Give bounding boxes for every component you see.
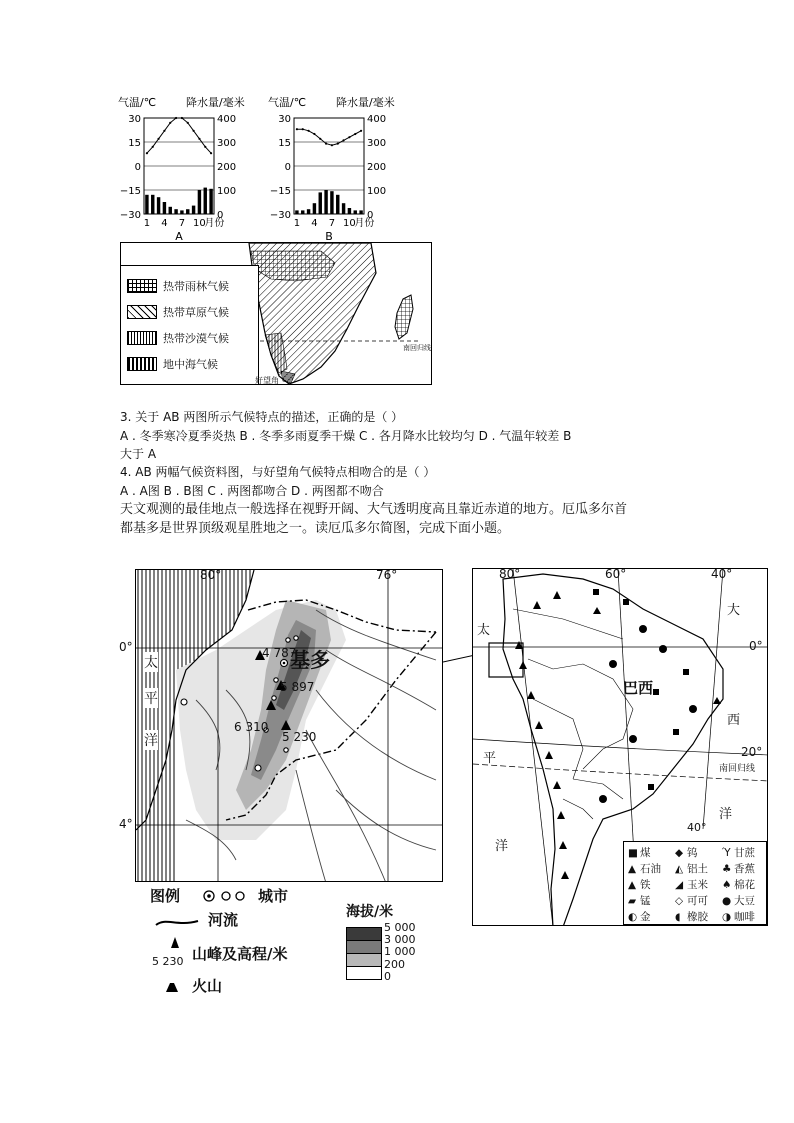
chart-a-temp-point-8 — [187, 122, 189, 124]
question-3-options: A . 冬季寒冷夏季炎热 B . 冬季多雨夏季干燥 C . 各月降水比较均匀 D . 气温年较差 B — [120, 429, 572, 443]
chart-a-precip-bar-12 — [209, 189, 212, 214]
legend-river: 河流 — [208, 911, 239, 929]
chart-a-temp-label: 气温/℃ — [118, 96, 157, 109]
resource-symbol-icon: ◖ — [675, 911, 681, 923]
resource-item — [628, 893, 651, 908]
resource-item — [722, 909, 755, 924]
legend-peak: 山峰及高程/米 — [192, 945, 288, 963]
legend-volcano: 火山 — [192, 977, 223, 995]
chart-b-ytick-left-1: 15 — [278, 138, 291, 149]
legend-savanna-label: 热带草原气候 — [163, 306, 229, 319]
ecuador-map-drawing — [136, 570, 443, 882]
chart-b-ytick-left-4: −30 — [269, 210, 291, 221]
altitude-band-200 — [346, 966, 382, 980]
pacific-tai: 太 — [477, 623, 491, 638]
resource-label: 香蕉 — [734, 863, 755, 875]
chart-b-ytick-right-2: 200 — [367, 162, 387, 173]
resource-label: 玉米 — [687, 879, 708, 891]
chart-a-xtick-3: 10 — [193, 218, 206, 229]
resource-symbol-icon: Ύ — [722, 847, 731, 859]
resource-symbol-icon: ◆ — [675, 847, 684, 859]
chart-b-ytick-right-0: 400 — [367, 114, 387, 125]
chart-a-xtick-1: 4 — [161, 218, 168, 229]
tropic-label: 南回归线 — [403, 344, 431, 352]
altitude-band-5000 — [346, 927, 382, 940]
chart-a-xtick-2: 7 — [178, 218, 186, 229]
pacific-yang: 洋 — [495, 839, 509, 854]
chart-a-ytick-right-0: 400 — [217, 114, 237, 125]
chart-b-precip-bar-12 — [359, 210, 362, 214]
legend-savanna — [127, 304, 229, 320]
chart-b-ytick-left-2: 0 — [284, 162, 291, 173]
altitude-label-3000: 3 000 — [384, 933, 416, 947]
resource-symbol-icon: ♠ — [722, 879, 732, 891]
chart-a-precip-bar-11 — [204, 188, 207, 214]
chart-a-precip-bar-2 — [151, 195, 154, 214]
atlantic-xi: 西 — [727, 713, 741, 728]
chart-a-ytick-left-1: 15 — [128, 138, 141, 149]
brazil-label: 巴西 — [623, 679, 654, 697]
climate-chart-b — [268, 92, 408, 242]
ecuador-ocean-yang: 洋 — [144, 730, 158, 750]
chart-a-temp-point-1 — [146, 152, 148, 154]
question-4-options: A . A图 B . B图 C . 两图都吻合 D . 两图都不吻合 — [120, 484, 384, 498]
peak-label-6310: 6 310 — [234, 720, 269, 734]
ecuador-lon-80: 80° — [200, 569, 222, 582]
chart-a-precip-bar-4 — [163, 202, 166, 214]
chart-b-temp-label: 气温/℃ — [268, 96, 307, 109]
legend-city: 城市 — [258, 887, 289, 905]
resource-symbol-icon: ◭ — [675, 863, 684, 875]
altitude-label-200: 200 — [384, 957, 405, 971]
resource-item — [675, 845, 698, 860]
legend-peak-sample: 5 230 — [152, 955, 184, 968]
ecuador-lat-4: 4° — [119, 817, 133, 831]
chart-a-temp-line — [147, 118, 211, 153]
resource-label: 咖啡 — [734, 911, 755, 923]
capital-label: 基多 — [290, 648, 330, 672]
chart-b-temp-line — [297, 129, 361, 145]
resource-legend — [623, 841, 767, 925]
resource-item — [722, 877, 755, 892]
chart-a-ytick-right-2: 200 — [217, 162, 237, 173]
resource-symbol-icon: ◑ — [722, 911, 732, 923]
resource-symbol-icon: ▰ — [628, 895, 637, 907]
resource-label: 大豆 — [734, 895, 755, 907]
legend-title: 图例 — [150, 887, 181, 905]
question-4-title: 4. AB 两幅气候资料图，与好望角气候特点相吻合的是（ ） — [120, 465, 436, 479]
chart-b-precip-bar-11 — [354, 210, 357, 214]
south-america-map — [472, 568, 768, 926]
chart-a-ytick-left-0: 30 — [128, 114, 141, 125]
sa-slanted-40: 40° — [687, 821, 707, 834]
chart-a-temp-point-12 — [210, 152, 212, 154]
resource-label: 铁 — [640, 879, 651, 891]
resource-symbol-icon: ■ — [628, 847, 638, 859]
resource-item — [675, 877, 708, 892]
city-symbols-icon — [202, 889, 248, 903]
sa-tropic-label: 南回归线 — [719, 764, 756, 774]
sa-lat-0: 0° — [749, 639, 763, 653]
atlantic-da: 大 — [727, 603, 741, 618]
resource-item — [628, 877, 651, 892]
chart-a-temp-point-9 — [192, 130, 194, 132]
chart-b-temp-point-11 — [354, 133, 356, 135]
chart-b-precip-bar-2 — [301, 210, 304, 214]
chart-a-precip-bar-8 — [186, 209, 189, 214]
chart-b-temp-point-12 — [360, 130, 362, 132]
resource-item — [628, 909, 651, 924]
resource-symbol-icon: ◢ — [675, 879, 684, 891]
chart-a-precip-bar-3 — [157, 197, 160, 214]
resource-symbol-icon: ◇ — [675, 895, 684, 907]
resource-label: 煤 — [640, 847, 651, 859]
peak-label-5230: 5 230 — [282, 730, 317, 744]
chart-b-precip-bar-5 — [319, 192, 322, 214]
chart-a-precip-bar-6 — [174, 209, 177, 214]
chart-b-temp-point-1 — [296, 128, 298, 130]
resource-item — [675, 893, 708, 908]
resource-item — [628, 845, 651, 860]
chart-a-temp-point-3 — [157, 138, 159, 140]
chart-b-precip-bar-6 — [324, 190, 327, 214]
resource-item — [722, 893, 755, 908]
resource-symbol-icon: ♣ — [722, 863, 732, 875]
resource-label: 钨 — [687, 847, 698, 859]
ecuador-legend — [150, 885, 450, 1003]
chart-a-temp-point-2 — [152, 146, 154, 148]
sa-lon-60: 60° — [605, 568, 627, 581]
resource-label: 铝土 — [687, 863, 708, 875]
chart-b-ytick-left-3: −15 — [269, 186, 291, 197]
chart-b-xtick-suffix: 月份 — [354, 218, 375, 229]
chart-a-precip-bar-1 — [145, 195, 148, 214]
resource-symbol-icon: ● — [722, 895, 732, 907]
legend-rainforest — [127, 278, 229, 294]
ecuador-ocean-ping: 平 — [144, 688, 158, 708]
chart-b-precip-bar-10 — [348, 208, 351, 214]
legend-desert-label: 热带沙漠气候 — [163, 332, 229, 345]
ecuador-lon-76: 76° — [376, 569, 398, 582]
question-3-options-cont: 大于 A — [120, 447, 157, 461]
chart-a-id-label: A — [175, 230, 183, 242]
chart-b-precip-bar-9 — [342, 203, 345, 214]
ecuador-ocean-tai: 太 — [144, 652, 158, 672]
chart-a-ytick-right-4: 0 — [217, 210, 224, 221]
peak-label-5897: 5 897 — [280, 680, 315, 694]
resource-label: 甘蔗 — [734, 847, 755, 859]
desert-swatch — [127, 331, 157, 345]
chart-b-precip-bar-3 — [307, 209, 310, 214]
climate-chart-a — [118, 92, 258, 242]
resource-label: 石油 — [640, 863, 661, 875]
chart-b-temp-point-6 — [325, 143, 327, 145]
resource-item — [722, 861, 755, 876]
altitude-label-0: 0 — [384, 969, 391, 983]
river-symbol-icon — [154, 915, 200, 929]
atlantic-yang: 洋 — [719, 807, 733, 822]
chart-a-xtick-suffix: 月份 — [204, 218, 225, 229]
resource-item — [628, 861, 661, 876]
chart-a-temp-point-10 — [198, 138, 200, 140]
peak-label-4787: 4 787 — [262, 646, 297, 660]
chart-a-temp-point-7 — [181, 117, 183, 119]
chart-a-temp-point-5 — [169, 122, 171, 124]
resource-item — [675, 909, 708, 924]
chart-a-precip-bar-7 — [180, 210, 183, 214]
africa-climate-map — [120, 242, 432, 385]
resource-item — [675, 861, 708, 876]
resource-symbol-icon: ▲ — [628, 863, 637, 875]
chart-a-temp-point-6 — [175, 117, 177, 119]
sa-lon-80: 80° — [499, 568, 521, 581]
resource-label: 可可 — [687, 895, 708, 907]
chart-a-ytick-left-4: −30 — [119, 210, 141, 221]
chart-a-temp-point-4 — [163, 130, 165, 132]
resource-label: 棉花 — [734, 879, 755, 891]
volcano-symbol-icon — [164, 979, 180, 993]
sa-lat-20: 20° — [741, 745, 763, 759]
resource-symbol-icon: ◐ — [628, 911, 638, 923]
chart-b-id-label: B — [325, 230, 333, 242]
legend-mediterranean — [127, 356, 218, 372]
chart-b-temp-point-7 — [331, 144, 333, 146]
legend-mediterranean-label: 地中海气候 — [163, 358, 218, 371]
legend-rainforest-label: 热带雨林气候 — [163, 280, 229, 293]
chart-a-precip-bar-5 — [169, 207, 172, 214]
chart-b-temp-point-9 — [342, 139, 344, 141]
chart-b-precip-bar-1 — [295, 210, 298, 214]
resource-label: 锰 — [640, 895, 651, 907]
savanna-swatch — [127, 305, 157, 319]
chart-b-xtick-0: 1 — [293, 218, 301, 229]
chart-a-xtick-0: 1 — [143, 218, 151, 229]
resource-label: 橡胶 — [687, 911, 708, 923]
chart-a-precip-bar-9 — [192, 206, 195, 214]
chart-a-temp-point-11 — [204, 146, 206, 148]
chart-b-ytick-left-0: 30 — [278, 114, 291, 125]
chart-b-ytick-right-1: 300 — [367, 138, 387, 149]
chart-b-temp-point-2 — [302, 128, 304, 130]
chart-a-ytick-right-3: 100 — [217, 186, 237, 197]
resource-label: 金 — [640, 911, 651, 923]
altitude-band-3000 — [346, 940, 382, 953]
altitude-band-1000 — [346, 953, 382, 966]
chart-a-ytick-left-3: −15 — [119, 186, 141, 197]
peak-symbol-icon — [168, 935, 182, 949]
altitude-title: 海拔/米 — [346, 904, 394, 920]
chart-b-precip-label: 降水量/毫米 — [336, 96, 395, 109]
chart-b-temp-point-4 — [313, 133, 315, 135]
chart-b-temp-point-10 — [348, 136, 350, 138]
altitude-scale — [346, 927, 382, 980]
chart-a-ytick-right-1: 300 — [217, 138, 237, 149]
rainforest-swatch — [127, 279, 157, 293]
chart-b-temp-point-3 — [307, 130, 309, 132]
chart-a-precip-bar-10 — [198, 190, 201, 214]
chart-b-xtick-3: 10 — [343, 218, 356, 229]
ecuador-map — [135, 569, 443, 882]
chart-b-precip-bar-4 — [313, 203, 316, 214]
altitude-labels — [384, 922, 416, 983]
chart-a-ytick-left-2: 0 — [134, 162, 141, 173]
chart-b-temp-point-5 — [319, 138, 321, 140]
altitude-label-1000: 1 000 — [384, 945, 416, 959]
chart-b-ytick-right-4: 0 — [367, 210, 374, 221]
legend-desert — [127, 330, 229, 346]
chart-b-ytick-right-3: 100 — [367, 186, 387, 197]
passage-line-2: 都基多是世界顶级观星胜地之一。读厄瓜多尔简图，完成下面小题。 — [120, 521, 511, 536]
mediterranean-swatch — [127, 357, 157, 371]
resource-item — [722, 845, 755, 860]
ecuador-lat-0: 0° — [119, 640, 133, 654]
sa-lon-40: 40° — [711, 568, 733, 581]
chart-b-precip-bar-8 — [336, 195, 339, 214]
resource-symbol-icon: ▲ — [628, 879, 637, 891]
cape-label: 好望角 — [255, 376, 279, 385]
passage-line-1: 天文观测的最佳地点一般选择在视野开阔、大气透明度高且靠近赤道的地方。厄瓜多尔首 — [120, 502, 628, 517]
question-3-title: 3. 关于 AB 两图所示气候特点的描述，正确的是（ ） — [120, 410, 404, 424]
chart-b-precip-bar-7 — [330, 191, 333, 214]
chart-b-temp-point-8 — [337, 143, 339, 145]
africa-legend — [121, 265, 259, 385]
altitude-label-5000: 5 000 — [384, 921, 416, 934]
chart-a-precip-label: 降水量/毫米 — [186, 96, 245, 109]
chart-b-xtick-2: 7 — [328, 218, 336, 229]
pacific-ping: 平 — [483, 751, 497, 766]
chart-b-xtick-1: 4 — [311, 218, 318, 229]
